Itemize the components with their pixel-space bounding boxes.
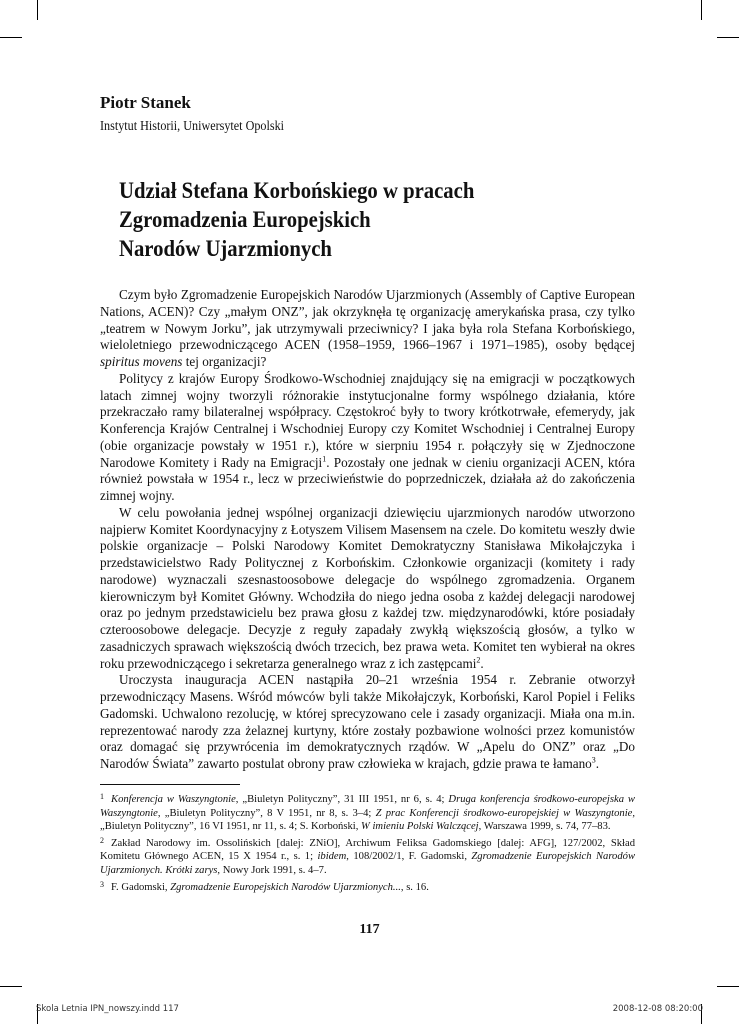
title-line: Udział Stefana Korbońskiego w pracach [119, 178, 475, 203]
footnote-separator [100, 784, 240, 785]
article-body [100, 287, 635, 773]
print-slug-date: 2008-12-08 08:20:00 [612, 1004, 703, 1014]
footnote-ref: 3 [591, 755, 596, 765]
crop-mark [37, 0, 38, 20]
footnote-ref: 1 [322, 454, 327, 464]
title-line: Narodów Ujarzmionych [119, 236, 332, 261]
footnote-ref: 2 [476, 655, 481, 665]
paragraph: Czym było Zgromadzenie Europejskich Narodów Ujarzmionych (Assembly of Captive European Nations, ACEN)? Czy „małym ONZ”, jak okrzyknęła tę organizację amerykańska prasa, czy tylko „teatrem w Nowym Jorku”, jak utrzymywali przeciwnicy? I jaka była rola Stefana Korbońskiego, wieloletniego przewodniczącego ACEN (1958–1959, 1966–1967 i 1971–1985), osoby będącej spiritus movens tej organizacji? [100, 287, 635, 369]
crop-mark [0, 37, 22, 38]
crop-mark [0, 986, 22, 987]
footnotes [100, 790, 635, 894]
author-name: Piotr Stanek [100, 93, 191, 112]
paragraph: Uroczysta inauguracja ACEN nastąpiła 20–21 września 1954 r. Zebranie otworzył przewodniczący Masens. Wśród mówców byli także Mikołajczyk, Korboński, Karol Popiel i Feliks Gadomski. Uchwalono rezolucję, w której sprecyzowano cele i zasady organizacji. Miała ona m.in. reprezentować narody zza żelaznej kurtyny, które zostały pozbawione wolności przez komunistów oraz domagać się przywrócenia im demokratycznych rządów. W „Apelu do ONZ” oraz „Do Narodów Świata” zawarto postulat obrony praw człowieka w krajach, gdzie prawa te łamano$^3$. [100, 672, 635, 771]
author-affiliation: Instytut Historii, Uniwersytet Opolski [100, 118, 285, 133]
paragraph: W celu powołania jednej wspólnej organizacji dziewięciu ujarzmionych narodów utworzono najpierw Komitet Koordynacyjny z Łotyszem Vilisem Masensem na czele. Do komitetu weszły dwie polskie organizacje – Polski Narodowy Komitet Demokratyczny Stanisława Mikołajczyka i przedstawicielstwo Rady Politycznej z Korbońskim. Członkowie organizacji (komitety i rady narodowe) wyznaczali szesnastoosobowe delegacje do wspólnego zgromadzenia. Organem kierowniczym był Komitet Główny. Wchodziła do niego jedna osoba z każdej delegacji narodowej oraz po jednym przedstawicielu bez prawa głosu z każdej tzw. międzynarodówki, które posiadały czteroosobowe delegacje. Decyzje z reguły zapadały zwykłą większością głosów, a tylko w zasadniczych sprawach większością dwóch trzecich, bez prawa weta. Komitet ten wybierał na okres roku przewodniczącego i sekretarza generalnego wraz z ich zastępcami$^2$. [100, 504, 635, 671]
crop-mark [717, 986, 739, 987]
crop-mark [717, 37, 739, 38]
paragraph: Politycy z krajów Europy Środkowo-Wschodniej znajdujący się na emigracji w początkowych latach zimnej wojny tworzyli różnorakie instytucjonalne formy wspólnego działania, które przekraczało ramy bilateralnej współpracy. Częstokroć były to twory krótkotrwałe, efemerydy, jak Konferencja Krajów Centralnej i Wschodniej Europy czy Komitet Wschodniej i Centralnej Europy (obie organizacje powstały w 1951 r.), które w sierpniu 1954 r. połączyły się w Zjednoczone Narodowe Komitety i Rady na Emigracji$^1$. Pozostały one jednak w cieniu organizacji ACEN, która również powstała w 1954 r., lecz w przeciwieństwie do poprzedniczek, działała aż do zakończenia zimnej wojny. [100, 370, 636, 503]
title-line: Zgromadzenia Europejskich [119, 207, 371, 232]
article-title [119, 176, 474, 263]
footnote: $^2$ Zakład Narodowy im. Ossolińskich [dalej: ZNiO], Archiwum Feliksa Gadomskiego [dalej: AFG], 127/2002, Skład Komitetu Głównego ACEN, 15 X 1954 r., s. 1; ibidem, 108/2002/1, F. Gadomski, Zgromadzenie Europejskich Narodów Ujarzmionych. Krótki zarys, Nowy Jork 1991, s. 4–7. [100, 835, 636, 876]
crop-mark [701, 0, 702, 20]
print-slug-file: Skola Letnia IPN_nowszy.indd 117 [36, 1004, 179, 1014]
latin-phrase: spiritus movens [100, 354, 183, 369]
page-number: 117 [359, 922, 380, 937]
footnote: $^1$ Konferencja w Waszyngtonie, „Biuletyn Polityczny”, 31 III 1951, nr 6, s. 4; Druga konferencja środkowo-europejska w Waszyngtonie, „Biuletyn Polityczny”, 8 V 1951, nr 8, s. 3–4; Z prac Konferencji środkowo-europejskiej w Waszyngtonie, „Biuletyn Polityczny”, 16 VI 1951, nr 11, s. 4; S. Korboński, W imieniu Polski Walczącej, Warszawa 1999, s. 74, 77–83. [100, 792, 636, 833]
footnote: $^3$ F. Gadomski, Zgromadzenie Europejskich Narodów Ujarzmionych..., s. 16. [100, 879, 429, 893]
